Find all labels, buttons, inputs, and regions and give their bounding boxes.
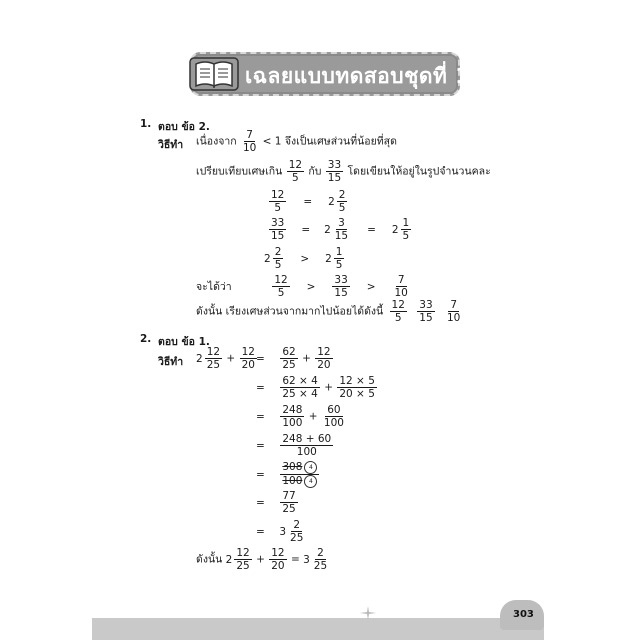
fraction: $\frac{33}{15}$ xyxy=(334,274,348,300)
fraction: $\frac{33}{15}$ xyxy=(327,159,342,185)
fraction-cancelled: 308 4 100 4 xyxy=(280,461,319,488)
fraction: $\frac{248}{100}$ xyxy=(282,404,303,430)
fraction: $\frac{12}{5}$ xyxy=(271,189,285,215)
mixed-number: 3 $\frac{2}{25}$ xyxy=(303,547,328,573)
q1-answer: ตอบ ข้อ 2. xyxy=(158,121,210,133)
equals-sign: = xyxy=(256,468,265,481)
q2-step6 xyxy=(256,490,299,515)
plus-sign: + xyxy=(226,352,236,365)
fraction: $\frac{7}{10}$ xyxy=(242,129,257,155)
greater-than-sign: > xyxy=(300,252,310,265)
greater-than-sign: > xyxy=(306,280,316,293)
q2-step4 xyxy=(256,433,334,458)
plus-sign: + xyxy=(324,381,334,394)
mixed-number: 2 $\frac{2}{5}$ xyxy=(328,189,346,215)
footer-band xyxy=(92,618,544,640)
q1-line2-mid: กับ xyxy=(308,165,322,178)
q1-row5-pre: ดังนั้น เรียงเศษส่วนจากมากไปน้อยได้ดังนี้ xyxy=(196,305,384,318)
plus-sign: + xyxy=(308,410,318,423)
mixed-number: 2 $\frac{12}{25}$ xyxy=(225,547,250,573)
fraction: $\frac{77}{25}$ xyxy=(282,490,296,516)
q1-row4 xyxy=(196,274,411,299)
q2-answer: ตอบ ข้อ 1. xyxy=(158,336,210,348)
q2-step3 xyxy=(256,404,347,429)
cancel-circle-icon: 4 xyxy=(304,461,317,474)
equals-sign: = xyxy=(256,381,265,394)
fraction: $\frac{12}{5}$ xyxy=(274,274,288,300)
q2-step7 xyxy=(256,519,306,544)
fraction: $\frac{12}{20}$ xyxy=(271,547,285,573)
mixed-number: 2 $\frac{3}{15}$ xyxy=(324,217,349,243)
q1-line1-post: < 1 จึงเป็นเศษส่วนที่น้อยที่สุด xyxy=(262,135,397,148)
q2-method-label: วิธีทำ xyxy=(158,356,184,368)
equals-sign: = xyxy=(256,439,265,452)
q1-line1-pre: เนื่องจาก xyxy=(196,135,237,148)
q1-line2 xyxy=(196,159,491,184)
mixed-number: 2 $\frac{12}{25}$ xyxy=(196,346,221,372)
q1-line2-pre: เปรียบเทียบเศษเกิน xyxy=(196,165,283,178)
equals-sign: = xyxy=(290,553,300,566)
fraction: $\frac{7}{10}$ xyxy=(446,299,461,325)
fraction: $\frac{60}{100}$ xyxy=(323,404,344,430)
equals-sign: = xyxy=(256,352,265,365)
equals-sign: = xyxy=(256,496,265,509)
fraction: $\frac{12 \times 5}{20 \times 5}$ xyxy=(339,375,375,401)
q2-final xyxy=(196,547,330,572)
q1-number: 1. xyxy=(140,118,152,130)
fraction: $\frac{12}{20}$ xyxy=(241,346,255,372)
plus-sign: + xyxy=(302,352,311,365)
fraction: $\frac{12}{5}$ xyxy=(391,299,405,325)
fraction: $\frac{62 \times 4}{25 \times 4}$ xyxy=(282,375,318,401)
q1-row4-pre: จะได้ว่า xyxy=(196,280,232,293)
equals-sign: = xyxy=(256,525,265,538)
fraction: $\frac{33}{15}$ xyxy=(271,217,285,243)
q1-row5 xyxy=(196,299,463,324)
fraction: $\frac{12}{5}$ xyxy=(288,159,303,185)
mixed-number: 2 $\frac{1}{5}$ xyxy=(391,217,410,243)
greater-than-sign: > xyxy=(366,280,376,293)
q1-row2 xyxy=(268,217,412,242)
page-number: 303 xyxy=(513,609,534,620)
q1-line1 xyxy=(196,129,397,154)
q2-lhs xyxy=(196,346,258,371)
sparkle-icon xyxy=(360,606,376,620)
equals-sign: = xyxy=(367,223,376,236)
equals-sign: = xyxy=(303,195,313,208)
equals-sign: = xyxy=(256,410,265,423)
page-title: เฉลยแบบทดสอบชุดที่ 1 xyxy=(245,64,471,88)
fraction: $\frac{7}{10}$ xyxy=(394,274,408,300)
open-book-icon xyxy=(188,54,240,94)
cancel-circle-icon: 4 xyxy=(304,475,317,488)
fraction: $\frac{12}{20}$ xyxy=(317,346,331,372)
mixed-number: 2 $\frac{2}{5}$ xyxy=(264,246,282,272)
q1-method-label: วิธีทำ xyxy=(158,139,184,151)
mixed-number: 3 $\frac{2}{25}$ xyxy=(279,519,304,545)
fraction: $\frac{33}{15}$ xyxy=(419,299,433,325)
q1-row3 xyxy=(264,246,345,271)
q1-line2-post: โดยเขียนให้อยู่ในรูปจำนวนคละ xyxy=(347,165,491,178)
q2-step5 xyxy=(256,461,320,488)
q2-step1 xyxy=(256,346,334,371)
mixed-number: 2 $\frac{1}{5}$ xyxy=(325,246,343,272)
q2-step2 xyxy=(256,375,378,400)
fraction: $\frac{248 + 60}{100}$ xyxy=(282,433,332,459)
plus-sign: + xyxy=(256,553,265,566)
fraction: $\frac{62}{25}$ xyxy=(282,346,296,372)
q2-number: 2. xyxy=(140,333,152,345)
q1-row1 xyxy=(268,189,348,214)
equals-sign: = xyxy=(301,223,311,236)
q2-final-pre: ดังนั้น xyxy=(196,553,223,566)
